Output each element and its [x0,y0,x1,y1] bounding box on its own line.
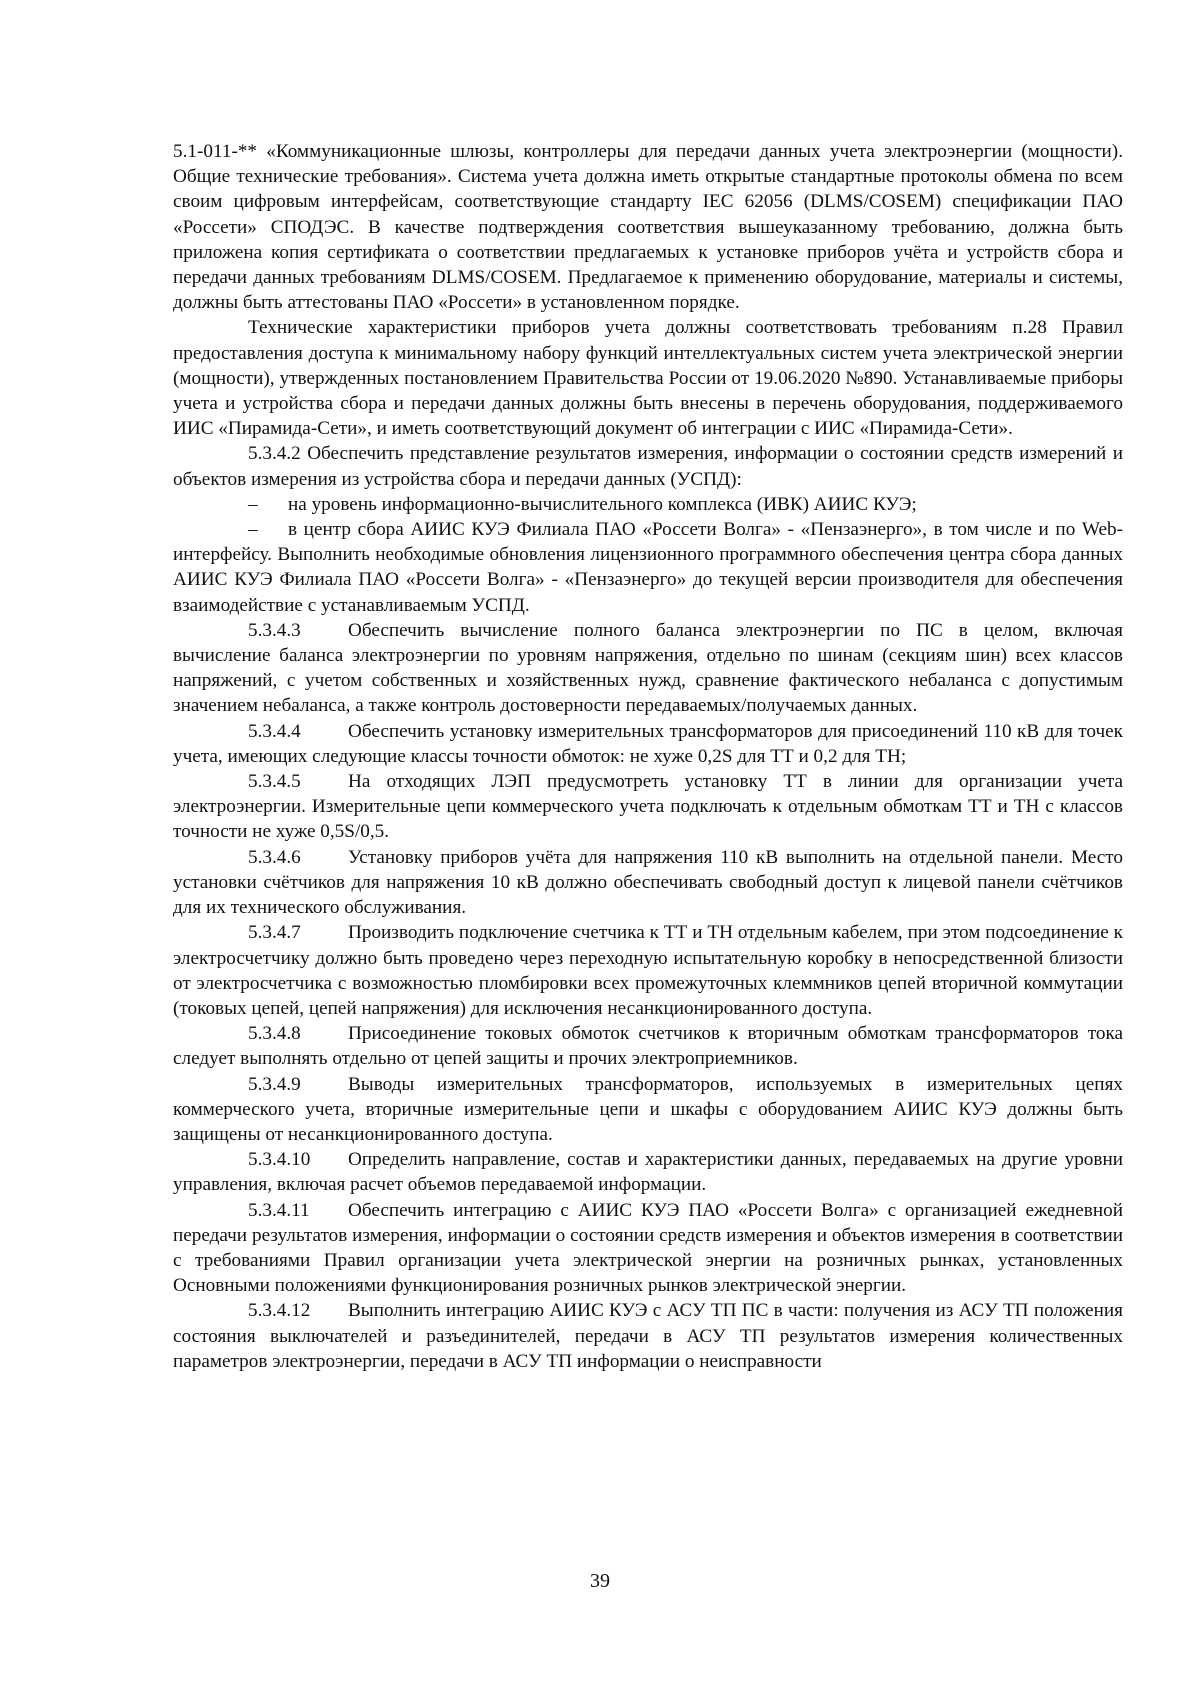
clause-text: Производить подключение счетчика к ТТ и ТН отдельным кабелем, при этом подсоединение к электросчетчику должно быть проведено через переходную испытательную коробку в непосредственной близости от электросчетчика с возможностью пломбировки всех промежуточных клеммников цепей вторичной коммутации (токовых цепей, цепей напряжения) для исключения несанкционированного доступа. [173,922,1123,1019]
paragraph-standards: 5.1-011-** «Коммуникационные шлюзы, контроллеры для передачи данных учета электроэнергии (мощности). Общие технические требования». Система учета должна иметь открытые стандартные протоколы обмена по всем своим цифровым интерфейсам, соответствующие стандарту IEC 62056 (DLMS/COSEM) спецификации ПАО «Россети» СПОДЭС. В качестве подтверждения соответствия вышеуказанному требованию, должна быть приложена копия сертификата о соответствии предлагаемых к установке приборов учёта и устройств сбора и передачи данных требованиям DLMS/COSEM. Предлагаемое к применению оборудование, материалы и системы, должны быть аттестованы ПАО «Россети» в установленном порядке. [173,141,1123,314]
clause-5-3-4-3 [173,618,1123,719]
clause-number: 5.3.4.6 [248,846,301,868]
clause-5-3-4-11 [173,1198,1123,1299]
document-body [173,139,1123,1374]
page-number: 39 [590,1570,610,1592]
clause-number: 5.3.4.11 [248,1199,310,1221]
clause-5-3-4-10 [173,1147,1123,1197]
clause-number: 5.3.4.12 [248,1300,311,1322]
clause-5-3-4-9 [173,1072,1123,1148]
dash-marker: – [248,519,258,541]
clause-5-3-4-6 [173,845,1123,921]
clause-number: 5.3.4.7 [248,922,301,944]
list-item-text: на уровень информационно-вычислительного комплекса (ИВК) АИИС КУЭ; [288,493,917,515]
clause-5-3-4-4 [173,719,1123,769]
clause-text: Установку приборов учёта для напряжения 110 кВ выполнить на отдельной панели. Место установки счётчиков для напряжения 10 кВ должно обеспечивать свободный доступ к лицевой панели счётчиков для их технического обслуживания. [173,846,1123,919]
clause-number: 5.3.4.5 [248,771,301,793]
clause-5-3-4-5 [173,769,1123,845]
list-item-text: в центр сбора АИИС КУЭ Филиала ПАО «Россети Волга» - «Пензаэнерго», в том числе и по Web-интерфейсу. Выполнить необходимые обновления лицензионного программного обеспечения центра сбора данных АИИС КУЭ Филиала ПАО «Россети Волга» - «Пензаэнерго» до текущей версии производителя для обеспечения взаимодействие с устанавливаемым УСПД. [173,519,1123,616]
clause-text: Присоединение токовых обмоток счетчиков к вторичным обмоткам трансформаторов тока следует выполнять отдельно от цепей защиты и прочих электроприемников. [173,1023,1123,1070]
clause-5-3-4-12 [173,1298,1123,1374]
clause-text: Определить направление, состав и характеристики данных, передаваемых на другие уровни управления, включая расчет объемов передаваемой информации. [173,1149,1123,1196]
dash-marker: – [248,493,258,515]
clause-text: На отходящих ЛЭП предусмотреть установку ТТ в линии для организации учета электроэнергии. Измерительные цепи коммерческого учета подключать к отдельным обмоткам ТТ и ТН с классов точности не хуже 0,5S/0,5. [173,771,1123,843]
paragraph-5-3-4-2: 5.3.4.2 Обеспечить представление результатов измерения, информации о состоянии средств измерений и объектов измерения из устройства сбора и передачи данных (УСПД): [173,443,1123,490]
list-item [173,517,1123,618]
clause-5-3-4-8 [173,1021,1123,1071]
clause-number: 5.3.4.10 [248,1149,311,1171]
clause-text: Обеспечить установку измерительных трансформаторов для присоединений 110 кВ для точек учета, имеющих следующие классы точности обмоток: не хуже 0,2S для ТТ и 0,2 для ТН; [173,720,1123,767]
clause-5-3-4-7 [173,920,1123,1021]
paragraph-technical-characteristics: Технические характеристики приборов учета должны соответствовать требованиям п.28 Правил предоставления доступа к минимальному набору функций интеллектуальных систем учета электрической энергии (мощности), утвержденных постановлением Правительства России от 19.06.2020 №890. Устанавливаемые приборы учета и устройства сбора и передачи данных должны быть внесены в перечень оборудования, поддерживаемого ИИС «Пирамида-Сети», и иметь соответствующий документ об интеграции с ИИС «Пирамида-Сети». [173,317,1123,440]
clause-number: 5.3.4.8 [248,1023,301,1045]
clause-text: Обеспечить интеграцию с АИИС КУЭ ПАО «Россети Волга» с организацией ежедневной передачи результатов измерения, информации о состоянии средств измерения и объектов измерения в соответствии с требованиями Правил организации учета электрической энергии на розничных рынках, установленных Основными положениями функционирования розничных рынков электрической энергии. [173,1199,1123,1297]
clause-text: Выводы измерительных трансформаторов, используемых в измерительных цепях коммерческого учета, вторичные измерительные цепи и шкафы с оборудованием АИИС КУЭ должны быть защищены от несанкционированного доступа. [173,1073,1123,1145]
clause-number: 5.3.4.4 [248,720,301,742]
list-item [173,492,1123,517]
clause-text: Выполнить интеграцию АИИС КУЭ с АСУ ТП ПС в части: получения из АСУ ТП положения состояния выключателей и разъединителей, передачи в АСУ ТП результатов измерения количественных параметров электроэнергии, передачи в АСУ ТП информации о неисправности [173,1300,1123,1372]
clause-number: 5.3.4.3 [248,619,301,641]
clause-text: Обеспечить вычисление полного баланса электроэнергии по ПС в целом, включая вычисление баланса электроэнергии по уровням напряжения, отдельно по шинам (секциям шин) всех классов напряжений, с учетом собственных и хозяйственных нужд, сравнение фактического небаланса с допустимым значением небаланса, а также контроль достоверности передаваемых/получаемых данных. [173,619,1123,717]
clause-number: 5.3.4.9 [248,1073,301,1095]
